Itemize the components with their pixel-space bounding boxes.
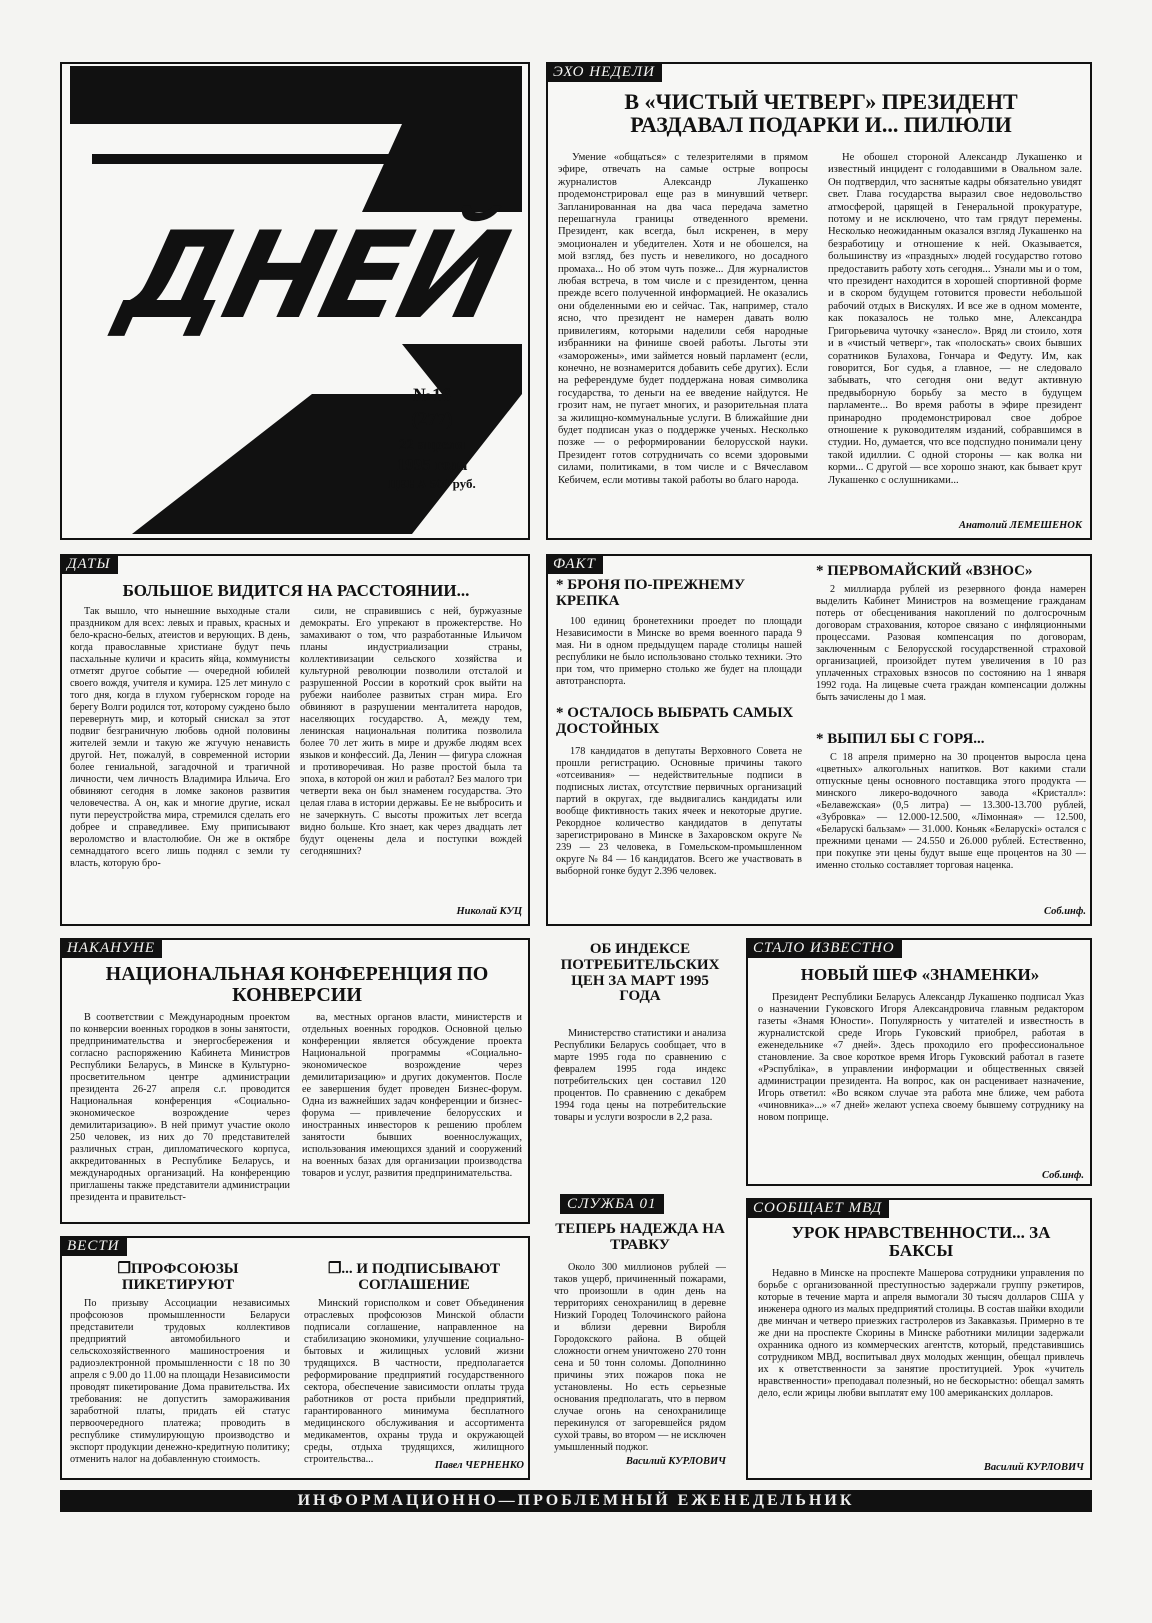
daty-section — [60, 554, 530, 926]
echo-rubric: ЭХО НЕДЕЛИ — [546, 62, 662, 82]
fakt-text-2: 178 кандидатов в депутаты Верховного Совета не прошли регистрацию. Основные причины такого «отсеивания» — недействительные подписи в подписных листах, отсутствие первичных организаций партий в округах, где выдвигались кандидаты или вообще фиктивность таких ячеек и некоторые другие. Рекордное количество кандидатов в депутаты зарегистрировано в Минске в Захаровском округе № 239 — 23 человека, в Гомельском-промышленном округе № 84 — 16 кандидатов. Всего же участвовать в выборной гонке будут 2.396 человек. — [556, 746, 802, 877]
fakt-author: Соб.инф. — [1044, 906, 1086, 917]
mvd-text: Недавно в Минске на проспекте Машерова сотрудники управления по борьбе с организованной преступностью задержали группу рэкетиров, которые в течение марта и апреля вымогали 30 тысяч долларов США у инженера одного из малых предприятий столицы. В состав шайки входили две минчан и четверо приезжих гастролеров из Закавказья. Примерно в те же дни на проспекте Скорины в Минске работники милиции задержали охранника одного из коммерческих агентств, который, представившись сотрудником МВД, воспитывал двух молодых женщин, обещал привлечь их к ответственности за занятие проституцией. Урок «учитель нравственности» преподавал полезный, но не бескорыстно: обещал замять дело, если жрицы любви выплатят ему 100 американских долларов. — [758, 1268, 1085, 1399]
stalo-author: Соб.инф. — [1042, 1170, 1084, 1181]
index-text: Министерство статистики и анализа Республики Беларусь сообщает, что в марте 1995 года по сравнению с февралем 1995 года индекс потребительских цен составил 120 процентов. По сравнению с декабрем 1994 года цены на потребительские товары и услуги возросли в 2,2 раза. — [554, 1028, 726, 1123]
daty-col1: Так вышло, что нынешние выходные стали праздником для всех: левых и правых, красных и бело-красно-белых, атеистов и верующих. В день, когда православные христиане будут печь пасхальные куличи и красить яйца, коммунисты отметят другое событие — очередной юбилей своего вождя, учителя и кумира. 125 лет минуло с того дня, когда в глухом губернском городе на берегу Волги родился тот, которому суждено было перевернуть мир, и который снискал за этот подвиг безграничную любовь одной половины жителей земли и такую же жгучую ненависть другой. Нет, пожалуй, в современной истории более гениальной, загадочной и трагичной личности, чем личность Владимира Ильича. Его обвиняют сегодня в ломке законов развития человечества. А он, как и многие другие, искал пути переустройства мира, стремился сделать его добрее и справедливее. Ему приписывают вероломство и властолюбие. Он же в октябре семнадцатого всего лишь поднял с земли ту власть, которую бро- — [70, 606, 290, 869]
issue-price: ЦЕНА 500 руб. — [388, 475, 476, 491]
nakanune-section — [60, 938, 530, 1224]
echo-col1: Умение «общаться» с телезрителями в прямом эфире, отвечать на самые острые вопросы журналистов Александр Лукашенко продемонстрировал еще раз в минувший четверг. Запланированная на два часа передача заметно перешагнула границы отведенного времени. Президент, как всегда, был искренен, в меру эмоционален и убедителен. Хотя и не обошелся, на мой взгляд, без пусть и невеликого, но досадного промаха... Но об этом чуть позже... Для журналистов любая встреча, в том числе и с президентом, ценна прежде всего полученной информацией. Не оказались они обделенными ею и сейчас. Так, например, стало ясно, что президент не намерен давать волю привилегиям, которыми наделили себя народные избранники на финише своей работы. Льготы эти «заморожены», ими займется новый парламент (если, конечно, не вознамерится добавить себе других). Если на референдуме будет поддержана новая символика государства, то деньги на ее введение найдутся. Не грозит нам, не пугает многих, и разорительная плата за жилищно-коммунальные услуги. В ближайшие дни будет подписан указ о поддержке ученых. Несколько позже — о реформировании белорусской науки. Президент готов сотрудничать со всеми здоровыми силами, политиками, в том числе и с Вячеславом Кебичем, если мотивы такой работы во благо народа. — [558, 152, 808, 486]
fakt-heading-3: * ПЕРВОМАЙСКИЙ «ВЗНОС» — [816, 563, 1033, 579]
fakt-heading-2: * ОСТАЛОСЬ ВЫБРАТЬ САМЫХ ДОСТОЙНЫХ — [556, 705, 794, 737]
vesti-author: Павел ЧЕРНЕНКО — [434, 1460, 524, 1471]
echo-headline: В «ЧИСТЫЙ ЧЕТВЕРГ» ПРЕЗИДЕНТ РАЗДАВАЛ ПОДАРКИ И... ПИЛЮЛИ — [624, 89, 1018, 138]
fakt-heading-1: * БРОНЯ ПО-ПРЕЖНЕМУ КРЕПКА — [556, 577, 745, 609]
fakt-rubric: ФАКТ — [546, 554, 603, 574]
issue-year: 1995 года — [396, 455, 468, 475]
daty-rubric: ДАТЫ — [60, 554, 118, 574]
footer-banner: ИНФОРМАЦИОННО—ПРОБЛЕМНЫЙ ЕЖЕНЕДЕЛЬНИК — [60, 1490, 1092, 1512]
daty-col2: сили, не справившись с ней, буржуазные демократы. Его упрекают в прожектерстве. Но замахивают о том, что разработанные Ильичом планы индустриализации страны, коллективизации сельского хозяйства и культурной революции позволили отсталой и разрушенной России в короткий срок выйти на рубежи наиболее развитых стран мира. Его обвиняют в разрушении менталитета народов, населяющих государство. А, между тем, ленинская национальная политика позволила более 70 лет жить в мире и дружбе людям всех языков и конфессий. Да, Ленин — фигура сложная и противоречивая. Но разве простой была та эпоха, в которой он жил и работал? Без малого три четверти века он был знаменем государства. Это целая глава в истории державы. Ее не выбросить и не зачеркнуть. С высоты прожитых лет всегда видно больше. Кто знает, как через двадцать лет будут оценены дела и поступки вождей сегодняшних? — [300, 606, 522, 857]
vesti-heading-2: ❐... И ПОДПИСЫВАЮТ СОГЛАШЕНИЕ — [327, 1261, 501, 1293]
fakt-heading-4: * ВЫПИЛ БЫ С ГОРЯ... — [816, 731, 985, 747]
index-headline: ОБ ИНДЕКСЕ ПОТРЕБИТЕЛЬСКИХ ЦЕН ЗА МАРТ 1995 ГОДА — [560, 941, 720, 1005]
nakanune-col2: ва, местных органов власти, министерств и отдельных военных городков. Основной целью конференции является обсуждение проекта Национальной программы «Социально-экономическое возрождение через демилитаризацию» и других документов. После ее завершения будет проведен Бизнес-форум. Одна из важнейших задач конференции и бизнес-форума — привлечение белорусских и иностранных инвесторов к решению проблем занятости бывших военнослужащих, использования имеющихся зданий и сооружений на военных базах для организации производства товаров и услуг, развития предпринимательства. — [302, 1012, 522, 1179]
nakanune-rubric: НАКАНУНЕ — [60, 938, 162, 958]
stalo-rubric: СТАЛО ИЗВЕСТНО — [746, 938, 902, 958]
mvd-section — [746, 1198, 1092, 1480]
index-section — [550, 940, 730, 1190]
mvd-headline: УРОК НРАВСТВЕННОСТИ... ЗА БАКСЫ — [791, 1223, 1051, 1260]
fakt-text-3: 2 миллиарда рублей из резервного фонда намерен выделить Кабинет Министров на возмещение гражданам потерь от обесценивания накоплений по долгосрочным договорам страхования, которое связано с инфляционными процессами. Разовая компенсация по договорам, заключенным с Белорусской государственной страховой организацией, произойдет путем увеличения в 10 раз уплаченных страховых взносов по состоянию на 1 января 1992 года. На лицевые счета граждан компенсации должны быть зачислены до 1 мая. — [816, 584, 1086, 703]
fakt-text-4: С 18 апреля примерно на 30 процентов выросла цена «цветных» алкогольных напитков. Вот какими стали отпускные цены основного поставщика этого продукта — минского ликеро-водочного завода «Кристалл»: «Белавежская» (0,5 литра) — 13.300-13.700 рублей, «Зубровка» — 12.000-12.500, «Лімонная» — 12.500, «Беларускі бальзам» — 31.000. Коньяк «Беларускі» остался с прежними ценами — 24.550 и 26.000 рублей. Естественно, при покупке эти цены будут выше еще процентов на 30 — именно столько составляет торговая наценка. — [816, 752, 1086, 871]
fakt-text-1: 100 единиц бронетехники проедет по площади Независимости в Минске во время военного парада 9 мая. Ни в одном предыдущем параде столицы нашей республики не было использовано столько техники. Это при том, что примерно столько же будет на площади автотранспорта. — [556, 616, 802, 687]
issue-date: 22 апреля — [398, 436, 466, 453]
vesti-rubric: ВЕСТИ — [60, 1236, 127, 1256]
sluzhba-headline: ТЕПЕРЬ НАДЕЖДА НА ТРАВКУ — [555, 1221, 725, 1253]
vesti-text-1: По призыву Ассоциации независимых профсоюзов промышленности Беларуси представители трудовых коллективов предприятий автомобильного и сельскохозяйственного машиностроения и радиоэлектронной промышленности с 18 по 30 апреля с 9.00 до 11.00 на площади Независимости проводят пикетирование Дома правительства. Их требования: не допустить замораживания заработной платы, придать ей статус первоочередного платежа; проводить в республике стимулирующую производство и экспорт продукции денежно-кредитную политику; отменить налог на добавленную стоимость. — [70, 1298, 290, 1465]
issue-number: №16 — [412, 385, 452, 406]
daty-author: Николай КУЦ — [456, 906, 522, 917]
nakanune-col1: В соответствии с Международным проектом по конверсии военных городков в зоны занятости, предпринимательства и энергосбережения и согласно распоряжению Кабинета Министров Республики Беларусь, в Минске в Культурно-просветительном центре администрации президента 26-27 апреля с.г. проводится Национальная конференция «Социально-экономическое возрождение через демилитаризацию». В ней примут участие около 250 человек, из них до 70 представителей различных стран, дипломатического корпуса, аккредитованных в Республике Беларусь, и международных организаций. На конференцию приглашены также представители администрации президента и правительст- — [70, 1012, 290, 1203]
sluzhba-text: Около 300 миллионов рублей — таков ущерб, причиненный пожарами, что произошли в один день на территориях сенохранилищ в деревне Низкий Городец Толочинского района и вблизи деревни Виробля Городокского района. В общей сложности огнем уничтожено 270 тонн сена и 50 тонн соломы. Дополнинно причины этих пожаров пока не установлены. Но есть серьезные основания предполагать, что в первом случае огонь на сенохранилище перекинулся от загоревшейся рядом сухой травы, во втором — не исключен умышленный поджог. — [554, 1262, 726, 1453]
mvd-rubric: СООБЩАЕТ МВД — [746, 1198, 889, 1218]
sluzhba-section — [550, 1194, 730, 1474]
echo-col2: Не обошел стороной Александр Лукашенко и известный инцидент с голодавшими в Овальном зале. Он подтвердил, что заснятые кадры обязательно увидят свет. Глава государства выразил свое недовольство атмосферой, царящей в Генеральной прокуратуре, потому и не исключено, что там грядут перемены. Несколько неожиданным оказался взгляд Лукашенко на безработицу и отношение к ней. Оказывается, большинству из «праздных» людей государство готово предоставить работу хоть сегодня... Узнали мы и о том, что президент находится в хорошей спортивной форме и в скором будущем готовится провести небольшой рабочий отдых в Вискулях. И все же в одном моменте, как показалось не только мне, Александра Григорьевича чуточку «занесло». Вряд ли стоило, хотя и в «чистый четверг», так «полоскать» своих бывших соратников Булахова, Гончара и Федуту. Им, как говорится, Бог судья, а главное, — не следовало забывать, что сегодня они ведут активную предвыборную борьбу за место в будущем парламенте... Во время работы в эфире президент принародно продемонстрировал свое доброе отношение к руководителям изданий, собравшимся в студии. Но, думается, что все подспудно понимали цену такой идиллии. С одной стороны — как волка ни корми... С другой — все хорошо знают, как бывает крут Лукашенко с ослушниками... — [828, 152, 1082, 486]
stalo-headline: НОВЫЙ ШЕФ «ЗНАМЕНКИ» — [800, 965, 1040, 984]
daty-headline: БОЛЬШОЕ ВИДИТСЯ НА РАССТОЯНИИ... — [122, 581, 470, 600]
logo-word: ДНЕЙ — [107, 207, 517, 346]
stalo-section — [746, 938, 1092, 1186]
logo-seven-top — [70, 66, 522, 212]
nakanune-headline: НАЦИОНАЛЬНАЯ КОНФЕРЕНЦИЯ ПО КОНВЕРСИИ — [105, 963, 489, 1006]
vesti-section — [60, 1236, 530, 1480]
mvd-author: Василий КУРЛОВИЧ — [983, 1462, 1084, 1473]
vesti-heading-1: ❐ПРОФСОЮЗЫ ПИКЕТИРУЮТ — [117, 1261, 239, 1293]
stalo-text: Президент Республики Беларусь Александр Лукашенко подписал Указ о назначении Гуковского Игоря Александровича главным редактором газеты «Знамя Юности». Популярность у читателей и известность в журналистской среде Игорь Гуковский приобрел, работая в еженедельнике «7 дней». Здесь проходило его профессиональное становление. За свое короткое время Игорь Гуковский работал в газете «Рэспубліка», в управлении информации и общественных связей администрации президента. На вопрос, как он расценивает назначение, Игорь ответил: «Во всяком случае эта работа мне ближе, чем работа «чиновника»...» «7 дней» желают успеха своему бывшему сотруднику на новом поприще. — [758, 992, 1084, 1123]
vesti-text-2: Минский горисполком и совет Объединения отраслевых профсоюзов Минской области подписали соглашение, направленное на стабилизацию экономики, улучшение социально-бытовых и жилищных условий жизни трудящихся. В частности, предполагается реформирование предприятий государственного сектора, обеспечение зависимости оплаты труда работников от роста прибыли предприятий, гарантированного минимума бесплатного медицинского обслуживания и ассортимента медикаментов, охраны труда и окружающей среды, отдыха трудящихся, жилищного строительства... — [304, 1298, 524, 1465]
echo-section — [546, 62, 1092, 540]
sluzhba-rubric: СЛУЖБА 01 — [560, 1194, 664, 1214]
fakt-section — [546, 554, 1092, 926]
issue-info — [332, 384, 532, 492]
echo-author: Анатолий ЛЕМЕШЕНОК — [958, 520, 1082, 531]
issue-total: (277) — [411, 408, 453, 430]
sluzhba-author: Василий КУРЛОВИЧ — [625, 1456, 726, 1467]
masthead-box — [60, 62, 530, 540]
